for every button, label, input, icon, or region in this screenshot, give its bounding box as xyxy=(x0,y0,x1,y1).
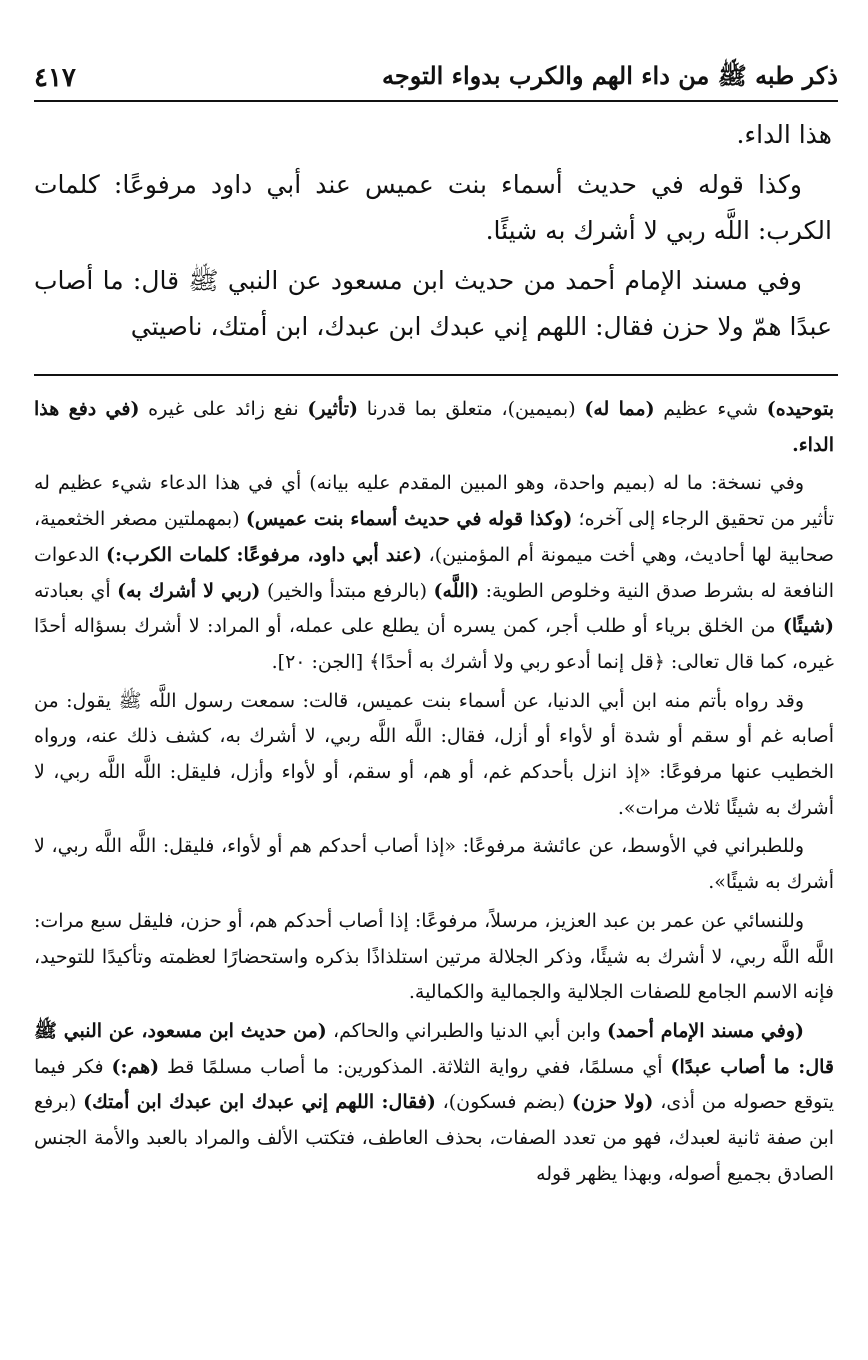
commentary-paragraph: وللطبراني في الأوسط، عن عائشة مرفوعًا: «إذا أصاب أحدكم هم أو لأواء، فليقل: اللَّه اللَّه ربي، لا أشرك به شيئًا». xyxy=(34,835,834,894)
commentary-paragraph: وللنسائي عن عمر بن عبد العزيز، مرسلاً، مرفوعًا: إذا أصاب أحدكم هم، أو حزن، فليقل سبع مرات: اللَّه اللَّه ربي، لا أشرك به شيئًا، وذكر الجلالة مرتين استلذاذًا بذكره واستحضارًا لعظمته وتأكيدًا للتوحيد، فإنه الاسم الجامع للصفات الجلالية والجمالية والكمالية. xyxy=(34,909,834,1004)
comment-text: (بميمين)، متعلق بما قدرنا xyxy=(357,398,585,420)
quoted-text: (وفي مسند الإمام أحمد) xyxy=(606,1019,804,1042)
comment-text: (برفع ابن صفة ثانية لعبدك، فهو من تعدد الصفات، بحذف العاطف، فتكتب الألف والمراد بالعبد والأمة الجنس الصادق بجميع أصوله، وبهذا يظهر قوله xyxy=(34,1091,834,1185)
comment-text: (بالرفع مبتدأ والخير) xyxy=(260,579,434,602)
quoted-text: (ولا حزن) xyxy=(571,1091,654,1114)
comment-text: فكر فيما يتوقع حصوله من أذى، xyxy=(34,1055,835,1114)
comment-text: نفع زائد على غيره xyxy=(139,398,308,420)
quoted-text: (وكذا قوله في حديث أسماء بنت عميس) xyxy=(245,508,573,531)
commentary-paragraph xyxy=(34,392,834,463)
comment-text: أي بعبادته xyxy=(34,579,118,602)
quoted-text: (ربي لا أشرك به) xyxy=(117,579,261,602)
quoted-text: (فقال: اللهم إني عبدك ابن عبدك ابن أمتك) xyxy=(83,1091,436,1114)
commentary-paragraph xyxy=(34,466,834,680)
quoted-text: (تأثير) xyxy=(307,398,358,420)
quoted-text: (هم:) xyxy=(111,1055,160,1078)
comment-text: من الخلق برياء أو طلب أجر، كمن يسره أن يطلع على عمله، أو المراد: لا أشرك بسؤاله أحدًا غيره، كما قال تعالى: ﴿قل إنما أدعو ربي ولا أشرك به أحدًا﴾ [الجن: ٢٠]. xyxy=(34,615,834,673)
quoted-text: (من حديث ابن مسعود، عن النبي ﷺ قال: ما أصاب عبدًا) xyxy=(34,1019,834,1078)
quoted-text: (عند أبي داود، مرفوعًا: كلمات الكرب:) xyxy=(106,543,422,566)
comment-text: أي مسلمًا، ففي رواية الثلاثة. المذكورين: ما أصاب مسلمًا قط xyxy=(159,1055,671,1078)
main-paragraph: هذا الداء. xyxy=(736,120,832,149)
comment-text: وابن أبي الدنيا والطبراني والحاكم، xyxy=(326,1019,607,1042)
commentary-paragraph: وقد رواه بأتم منه ابن أبي الدنيا، عن أسماء بنت عميس، قالت: سمعت رسول اللَّه ﷺ يقول: من أصابه غم أو سقم أو شدة أو لأواء أو أزل، فقال: اللَّه اللَّه ربي، لا أشرك به، كشف ذلك عنه، ورواه الخطيب عنها مرفوعًا: «إذ انزل بأحدكم غم، أو هم، أو سقم، أو لأواء وأزل، فليقل: اللَّه اللَّه ربي، لا أشرك به شيئًا ثلاث مرات». xyxy=(34,689,834,819)
commentary-paragraph xyxy=(34,1014,834,1193)
comment-text: وفي نسخة: ما له (بميم واحدة، وهو المبين المقدم عليه بيانه) أي في هذا الدعاء شيء عظيم له تأثير من تحقيق الرجاء إلى آخره؛ xyxy=(34,472,834,531)
commentary xyxy=(34,392,834,1192)
page-header xyxy=(34,56,838,102)
running-title: ذكر طبه ﷺ من داء الهم والكرب بدواء التوجه xyxy=(382,60,838,90)
quoted-text: (في دفع هذا الداء. xyxy=(34,398,834,456)
quoted-text: (مما له) xyxy=(584,398,655,420)
comment-text: (بمهملتين مصغر الخثعمية، صحابية لها أحاديث، وهي أخت ميمونة أم المؤمنين)، xyxy=(34,508,834,566)
comment-text: (بضم فسكون)، xyxy=(435,1091,572,1114)
main-paragraph: وكذا قوله في حديث أسماء بنت عميس عند أبي داود مرفوعًا: كلمات الكرب: اللَّه ربي لا أشرك به شيئًا. xyxy=(34,170,832,245)
main-paragraph: وفي مسند الإمام أحمد من حديث ابن مسعود عن النبي ﷺ قال: ما أصاب عبدًا همّ ولا حزن فقال: اللهم إني عبدك ابن عبدك، ابن أمتك، ناصيتي xyxy=(34,266,832,341)
quoted-text: بتوحيده) xyxy=(766,398,834,420)
comment-text: الدعوات النافعة له بشرط صدق النية وخلوص الطوية: xyxy=(34,543,834,602)
footnote-separator xyxy=(34,374,838,376)
page-number: ٤١٧ xyxy=(34,63,76,93)
quoted-text: (شيئًا) xyxy=(782,615,834,638)
comment-text: شيء عظيم xyxy=(654,398,767,420)
quoted-text: (اللَّه) xyxy=(433,579,480,602)
main-text xyxy=(34,112,832,350)
